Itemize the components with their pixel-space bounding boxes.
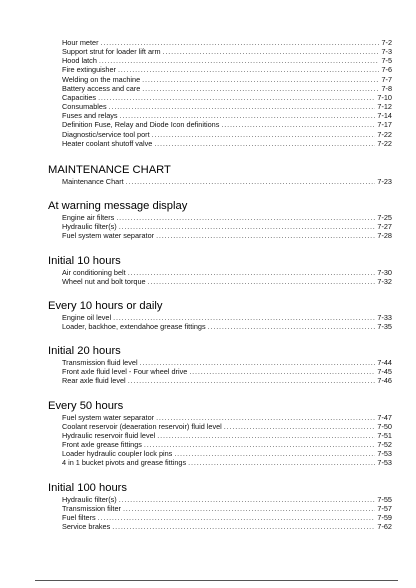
toc-entry[interactable] [62, 120, 392, 129]
toc-entry[interactable] [62, 268, 392, 277]
toc-entry-page: 7-50 [377, 421, 392, 431]
dot-leader [174, 449, 375, 458]
section-heading: Initial 20 hours [48, 345, 121, 358]
toc-entry[interactable] [62, 413, 392, 422]
toc-entry-page: 7-23 [377, 176, 392, 186]
toc-entry[interactable] [62, 75, 392, 84]
dot-leader [126, 177, 376, 186]
toc-entry-page: 7-33 [377, 312, 392, 322]
toc-entry-title: Fuel system water separator [62, 412, 155, 422]
dot-leader [113, 313, 375, 322]
dot-leader [118, 65, 380, 74]
toc-entry-title: Welding on the machine [62, 74, 141, 84]
dot-leader [98, 513, 376, 522]
dot-leader [208, 322, 376, 331]
toc-entry[interactable] [62, 504, 392, 513]
toc-entry-page: 7-5 [381, 56, 392, 66]
toc-entry-title: Fire extinguisher [62, 65, 116, 75]
toc-entry-page: 7-14 [377, 111, 392, 121]
toc-entry[interactable] [62, 38, 392, 47]
toc-entry-page: 7-46 [377, 376, 392, 386]
dot-leader [101, 38, 380, 47]
dot-leader [142, 75, 379, 84]
dot-leader [128, 268, 376, 277]
toc-entry-page: 7-32 [377, 276, 392, 286]
dot-leader [123, 504, 375, 513]
toc-entry-title: Engine air filters [62, 213, 115, 223]
toc-section [48, 254, 392, 286]
toc-section [48, 481, 392, 532]
toc-entry-page: 7-51 [377, 430, 392, 440]
toc-section [48, 163, 392, 186]
toc-entry-title: Air conditioning belt [62, 267, 126, 277]
toc-entry[interactable] [62, 111, 392, 120]
dot-leader [99, 56, 380, 65]
toc-entry[interactable] [62, 495, 392, 504]
toc-entry-page: 7-17 [377, 120, 392, 130]
toc-entry-page: 7-62 [377, 522, 392, 531]
toc-entry-page: 7-53 [377, 458, 392, 468]
dot-leader [188, 458, 375, 467]
dot-leader [152, 130, 376, 139]
dot-leader [189, 367, 375, 376]
dot-leader [163, 47, 380, 56]
toc-entry-page: 7-44 [377, 358, 392, 368]
toc-entry-title: Hydraulic filter(s) [62, 222, 117, 232]
dot-leader [98, 93, 375, 102]
toc-entry-title: Support strut for loader lift arm [62, 47, 161, 57]
dot-leader [148, 277, 376, 286]
section-heading: Initial 100 hours [48, 481, 127, 494]
toc-entry[interactable] [62, 213, 392, 222]
dot-leader [157, 431, 375, 440]
toc-entry-page: 7-2 [381, 38, 392, 47]
toc-entry-title: Transmission filter [62, 503, 121, 513]
toc-entry[interactable] [62, 231, 392, 240]
section-heading: Every 50 hours [48, 399, 124, 412]
toc-section [48, 399, 392, 468]
section-heading: Initial 10 hours [48, 254, 121, 267]
toc-entry-page: 7-27 [377, 222, 392, 232]
toc-entry[interactable] [62, 431, 392, 440]
toc-entry-page: 7-22 [377, 138, 392, 148]
dot-leader [140, 358, 376, 367]
toc-entry-page: 7-25 [377, 213, 392, 223]
dot-leader [116, 213, 375, 222]
toc-entry-title: Maintenance Chart [62, 176, 124, 186]
dot-leader [154, 139, 375, 148]
toc-section [48, 345, 392, 386]
toc-entry[interactable] [62, 47, 392, 56]
dot-leader [119, 495, 376, 504]
toc-entry-title: Loader hydraulic coupler lock pins [62, 449, 173, 459]
toc-entry-page: 7-45 [377, 367, 392, 377]
toc-entry[interactable] [62, 93, 392, 102]
toc-entry[interactable] [62, 376, 392, 385]
toc-entry-title: Diagnostic/service tool port [62, 129, 150, 139]
toc-entry-title: Hydraulic reservoir fluid level [62, 430, 156, 440]
toc-entry-title: Fuses and relays [62, 111, 118, 121]
toc-entry-title: Service brakes [62, 522, 111, 531]
toc-entry[interactable] [62, 222, 392, 231]
toc-entry-title: Consumables [62, 102, 107, 112]
dot-leader [156, 231, 375, 240]
table-of-contents [48, 38, 392, 531]
toc-entry-title: Coolant reservoir (deaeration reservoir) fluid level [62, 421, 222, 431]
toc-section [48, 299, 392, 331]
section-heading: Every 10 hours or daily [48, 299, 163, 312]
toc-entry-page: 7-22 [377, 129, 392, 139]
toc-entry-title: Engine oil level [62, 312, 112, 322]
dot-leader [119, 222, 376, 231]
toc-entry-title: Fuel system water separator [62, 231, 155, 241]
toc-entry[interactable] [62, 458, 392, 467]
toc-entry-page: 7-53 [377, 449, 392, 459]
toc-entry-page: 7-28 [377, 231, 392, 241]
toc-entry-title: Front axle grease fittings [62, 440, 142, 450]
toc-entry[interactable] [62, 522, 392, 531]
toc-entry-page: 7-47 [377, 412, 392, 422]
toc-entry-title: 4 in 1 bucket pivots and grease fittings [62, 458, 187, 468]
toc-entry-title: Transmission fluid level [62, 358, 138, 368]
toc-entry[interactable] [62, 358, 392, 367]
toc-entry[interactable] [62, 322, 392, 331]
toc-entry[interactable] [62, 513, 392, 522]
toc-entry-page: 7-12 [377, 102, 392, 112]
toc-entry-title: Capacities [62, 92, 97, 102]
toc-entry-page: 7-52 [377, 440, 392, 450]
dot-leader [128, 376, 376, 385]
toc-entry-page: 7-10 [377, 92, 392, 102]
toc-entry[interactable] [62, 102, 392, 111]
toc-entry[interactable] [62, 139, 392, 148]
toc-entry-title: Hydraulic filter(s) [62, 494, 117, 504]
toc-entry-page: 7-8 [381, 83, 392, 93]
toc-entry[interactable] [62, 277, 392, 286]
toc-entry[interactable] [62, 367, 392, 376]
toc-entry-title: Hour meter [62, 38, 99, 47]
toc-entry[interactable] [62, 449, 392, 458]
toc-entry[interactable] [62, 65, 392, 74]
toc-entry-title: Definition Fuse, Relay and Diode Icon definitions [62, 120, 220, 130]
dot-leader [144, 440, 375, 449]
toc-entry-title: Fuel filters [62, 512, 96, 522]
dot-leader [120, 111, 376, 120]
dot-leader [224, 422, 376, 431]
dot-leader [109, 102, 376, 111]
toc-entry[interactable] [62, 56, 392, 65]
toc-entry-title: Hood latch [62, 56, 97, 66]
toc-entry-page: 7-59 [377, 512, 392, 522]
toc-entry-page: 7-30 [377, 267, 392, 277]
dot-leader [221, 120, 375, 129]
toc-entry-page: 7-35 [377, 321, 392, 331]
toc-entry[interactable] [62, 84, 392, 93]
toc-entry-page: 7-3 [381, 47, 392, 57]
toc-entry-title: Rear axle fluid level [62, 376, 126, 386]
toc-entry-title: Loader, backhoe, extendahoe grease fittings [62, 321, 206, 331]
toc-entry-page: 7-7 [381, 74, 392, 84]
toc-entry[interactable] [62, 130, 392, 139]
toc-entry-title: Heater coolant shutoff valve [62, 138, 153, 148]
toc-entry-title: Battery access and care [62, 83, 141, 93]
toc-section [62, 38, 392, 148]
section-heading: MAINTENANCE CHART [48, 163, 171, 176]
toc-section [48, 200, 392, 241]
toc-entry[interactable] [62, 440, 392, 449]
footer-divider [35, 580, 398, 581]
toc-entry-page: 7-55 [377, 494, 392, 504]
dot-leader [142, 84, 379, 93]
toc-entry-title: Front axle fluid level - Four wheel drive [62, 367, 188, 377]
toc-entry[interactable] [62, 422, 392, 431]
toc-entry[interactable] [62, 177, 392, 186]
toc-entry[interactable] [62, 313, 392, 322]
dot-leader [156, 413, 375, 422]
toc-entry-page: 7-6 [381, 65, 392, 75]
section-heading: At warning message display [48, 200, 188, 213]
dot-leader [112, 522, 375, 531]
toc-entry-page: 7-57 [377, 503, 392, 513]
toc-entry-title: Wheel nut and bolt torque [62, 276, 146, 286]
